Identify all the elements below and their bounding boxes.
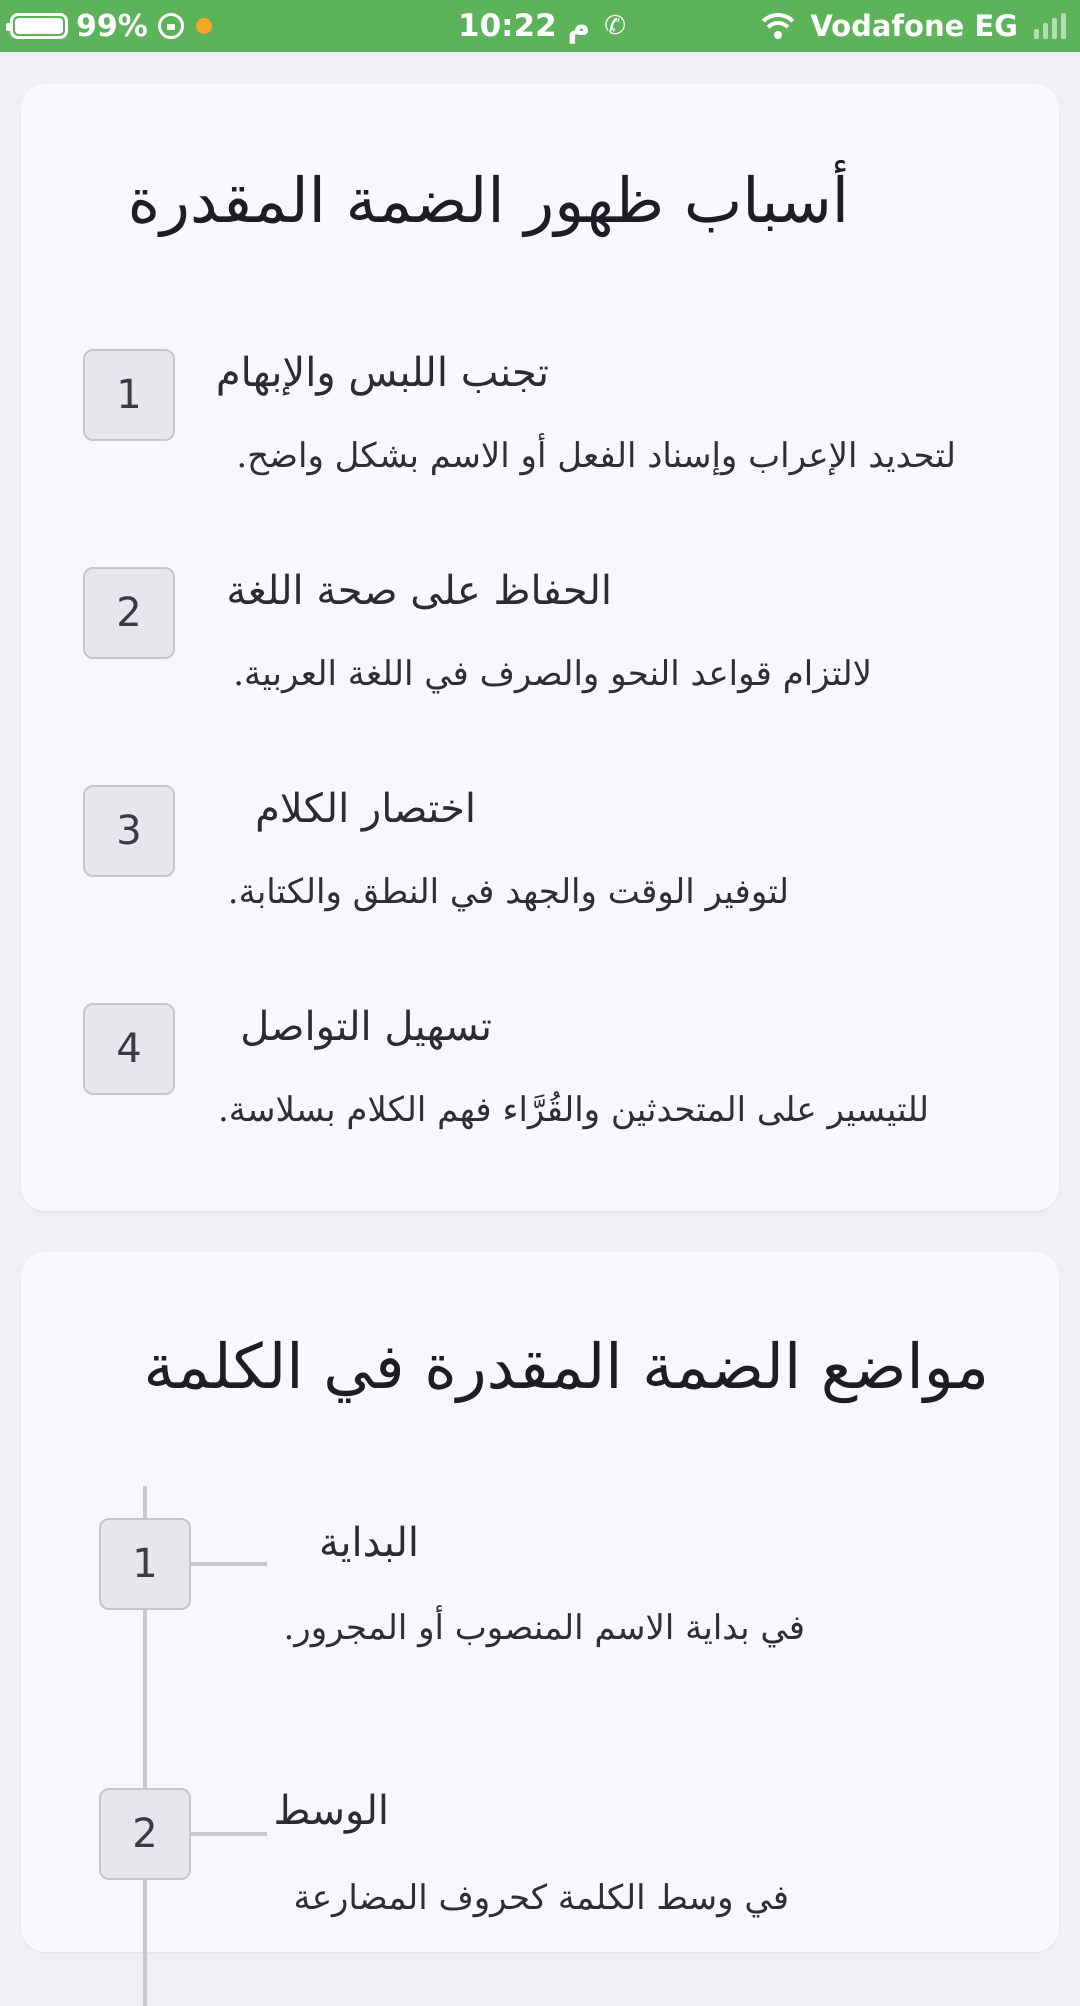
step-number-2: 2 (83, 567, 175, 659)
status-right (758, 0, 1066, 52)
orange-dot-indicator (196, 18, 212, 34)
reason-title-3: اختصار الكلام (255, 786, 476, 832)
position-description-1: في بداية الاسم المنصوب أو المجرور. (283, 1608, 805, 1648)
reason-description-1: لتحديد الإعراب وإسناد الفعل أو الاسم بشكل واضح. (236, 436, 956, 476)
reasons-card-title: أسباب ظهور الضمة المقدرة (127, 164, 849, 237)
reason-description-3: لتوفير الوقت والجهد في النطق والكتابة. (227, 872, 789, 912)
timeline-number-2: 2 (99, 1788, 191, 1880)
orientation-lock-icon (158, 13, 184, 39)
step-number-4: 4 (83, 1003, 175, 1095)
position-title-2: الوسط (273, 1788, 389, 1834)
phone-icon: ✆ (604, 11, 626, 41)
carrier-name: Vodafone EG (810, 9, 1018, 43)
reason-title-1: تجنب اللبس والإبهام (215, 350, 549, 396)
signal-icon (1030, 13, 1066, 39)
status-left (10, 0, 212, 52)
status-center (458, 0, 626, 52)
timeline-number-1: 1 (99, 1518, 191, 1610)
status-bar (0, 0, 1080, 52)
timeline-connector-2 (191, 1832, 267, 1836)
positions-card-title: مواضع الضمة المقدرة في الكلمة (143, 1330, 989, 1403)
positions-card (21, 1252, 1059, 1952)
battery-percentage: 99% (76, 8, 148, 44)
reason-title-2: الحفاظ على صحة اللغة (226, 568, 612, 614)
step-number-1: 1 (83, 349, 175, 441)
position-description-2: في وسط الكلمة كحروف المضارعة (293, 1878, 789, 1918)
reason-description-2: لالتزام قواعد النحو والصرف في اللغة العربية. (233, 654, 872, 694)
reasons-card (21, 84, 1059, 1211)
wifi-icon (758, 11, 798, 41)
reason-title-4: تسهيل التواصل (240, 1004, 492, 1050)
position-title-1: البداية (318, 1520, 419, 1566)
reason-description-4: للتيسير على المتحدثين والقُرَّاء فهم الكلام بسلاسة. (217, 1090, 929, 1130)
timeline-connector-1 (191, 1562, 267, 1566)
clock-time: 10:22 م (458, 8, 591, 44)
battery-icon (10, 13, 68, 39)
step-number-3: 3 (83, 785, 175, 877)
